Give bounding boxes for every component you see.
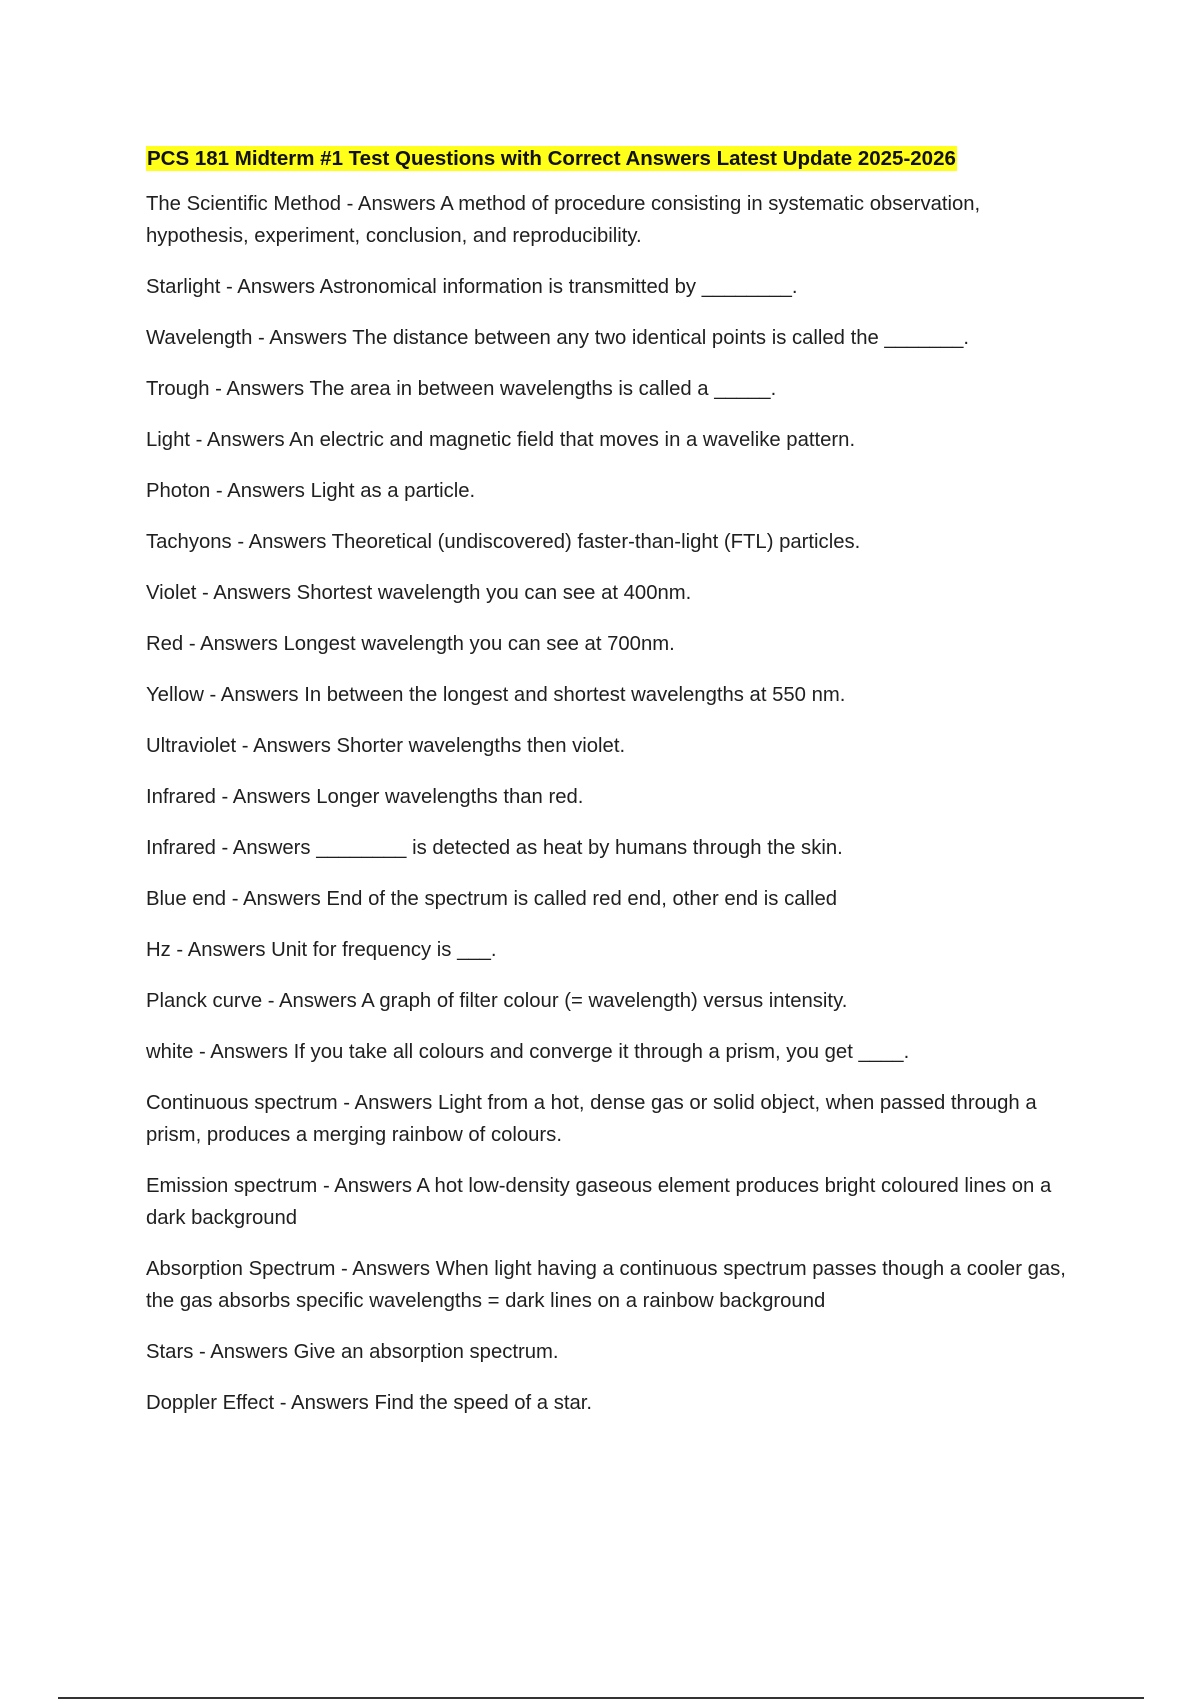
qa-item: Planck curve - Answers A graph of filter colour (= wavelength) versus intensity. — [146, 990, 848, 1012]
qa-item: The Scientific Method - Answers A method of procedure consisting in systematic observation, hypothesis, experiment, conclusion, and reproducibility. — [146, 193, 981, 247]
qa-item: white - Answers If you take all colours and converge it through a prism, you get ____. — [146, 1041, 910, 1063]
qa-item: Wavelength - Answers The distance between any two identical points is called the _______. — [146, 327, 970, 349]
qa-list — [146, 188, 1086, 1419]
qa-item: Yellow - Answers In between the longest and shortest wavelengths at 550 nm. — [146, 684, 846, 706]
qa-item: Violet - Answers Shortest wavelength you can see at 400nm. — [146, 582, 692, 604]
document-title: PCS 181 Midterm #1 Test Questions with Correct Answers Latest Update 2025-2026 — [147, 147, 956, 170]
qa-item: Blue end - Answers End of the spectrum is called red end, other end is called — [146, 888, 838, 910]
qa-item: Emission spectrum - Answers A hot low-density gaseous element produces bright coloured lines on a dark background — [146, 1175, 1052, 1229]
qa-item: Red - Answers Longest wavelength you can see at 700nm. — [146, 633, 675, 655]
qa-item: Starlight - Answers Astronomical information is transmitted by ________. — [146, 276, 798, 298]
document-page — [146, 144, 1086, 1438]
qa-item: Infrared - Answers ________ is detected as heat by humans through the skin. — [146, 837, 843, 859]
qa-item: Photon - Answers Light as a particle. — [146, 480, 476, 502]
qa-item: Absorption Spectrum - Answers When light having a continuous spectrum passes though a cooler gas, the gas absorbs specific wavelengths = dark lines on a rainbow background — [146, 1258, 1066, 1312]
qa-item: Stars - Answers Give an absorption spectrum. — [146, 1341, 559, 1363]
qa-item: Hz - Answers Unit for frequency is ___. — [146, 939, 497, 961]
qa-item: Tachyons - Answers Theoretical (undiscovered) faster-than-light (FTL) particles. — [146, 531, 861, 553]
qa-item: Trough - Answers The area in between wavelengths is called a _____. — [146, 378, 777, 400]
qa-item: Ultraviolet - Answers Shorter wavelengths then violet. — [146, 735, 626, 757]
title-container — [146, 144, 1086, 174]
qa-item: Infrared - Answers Longer wavelengths than red. — [146, 786, 584, 808]
page-bottom-divider — [58, 1697, 1144, 1699]
qa-item: Light - Answers An electric and magnetic field that moves in a wavelike pattern. — [146, 429, 856, 451]
qa-item: Continuous spectrum - Answers Light from a hot, dense gas or solid object, when passed through a prism, produces a merging rainbow of colours. — [146, 1092, 1037, 1146]
qa-item: Doppler Effect - Answers Find the speed of a star. — [146, 1392, 593, 1414]
